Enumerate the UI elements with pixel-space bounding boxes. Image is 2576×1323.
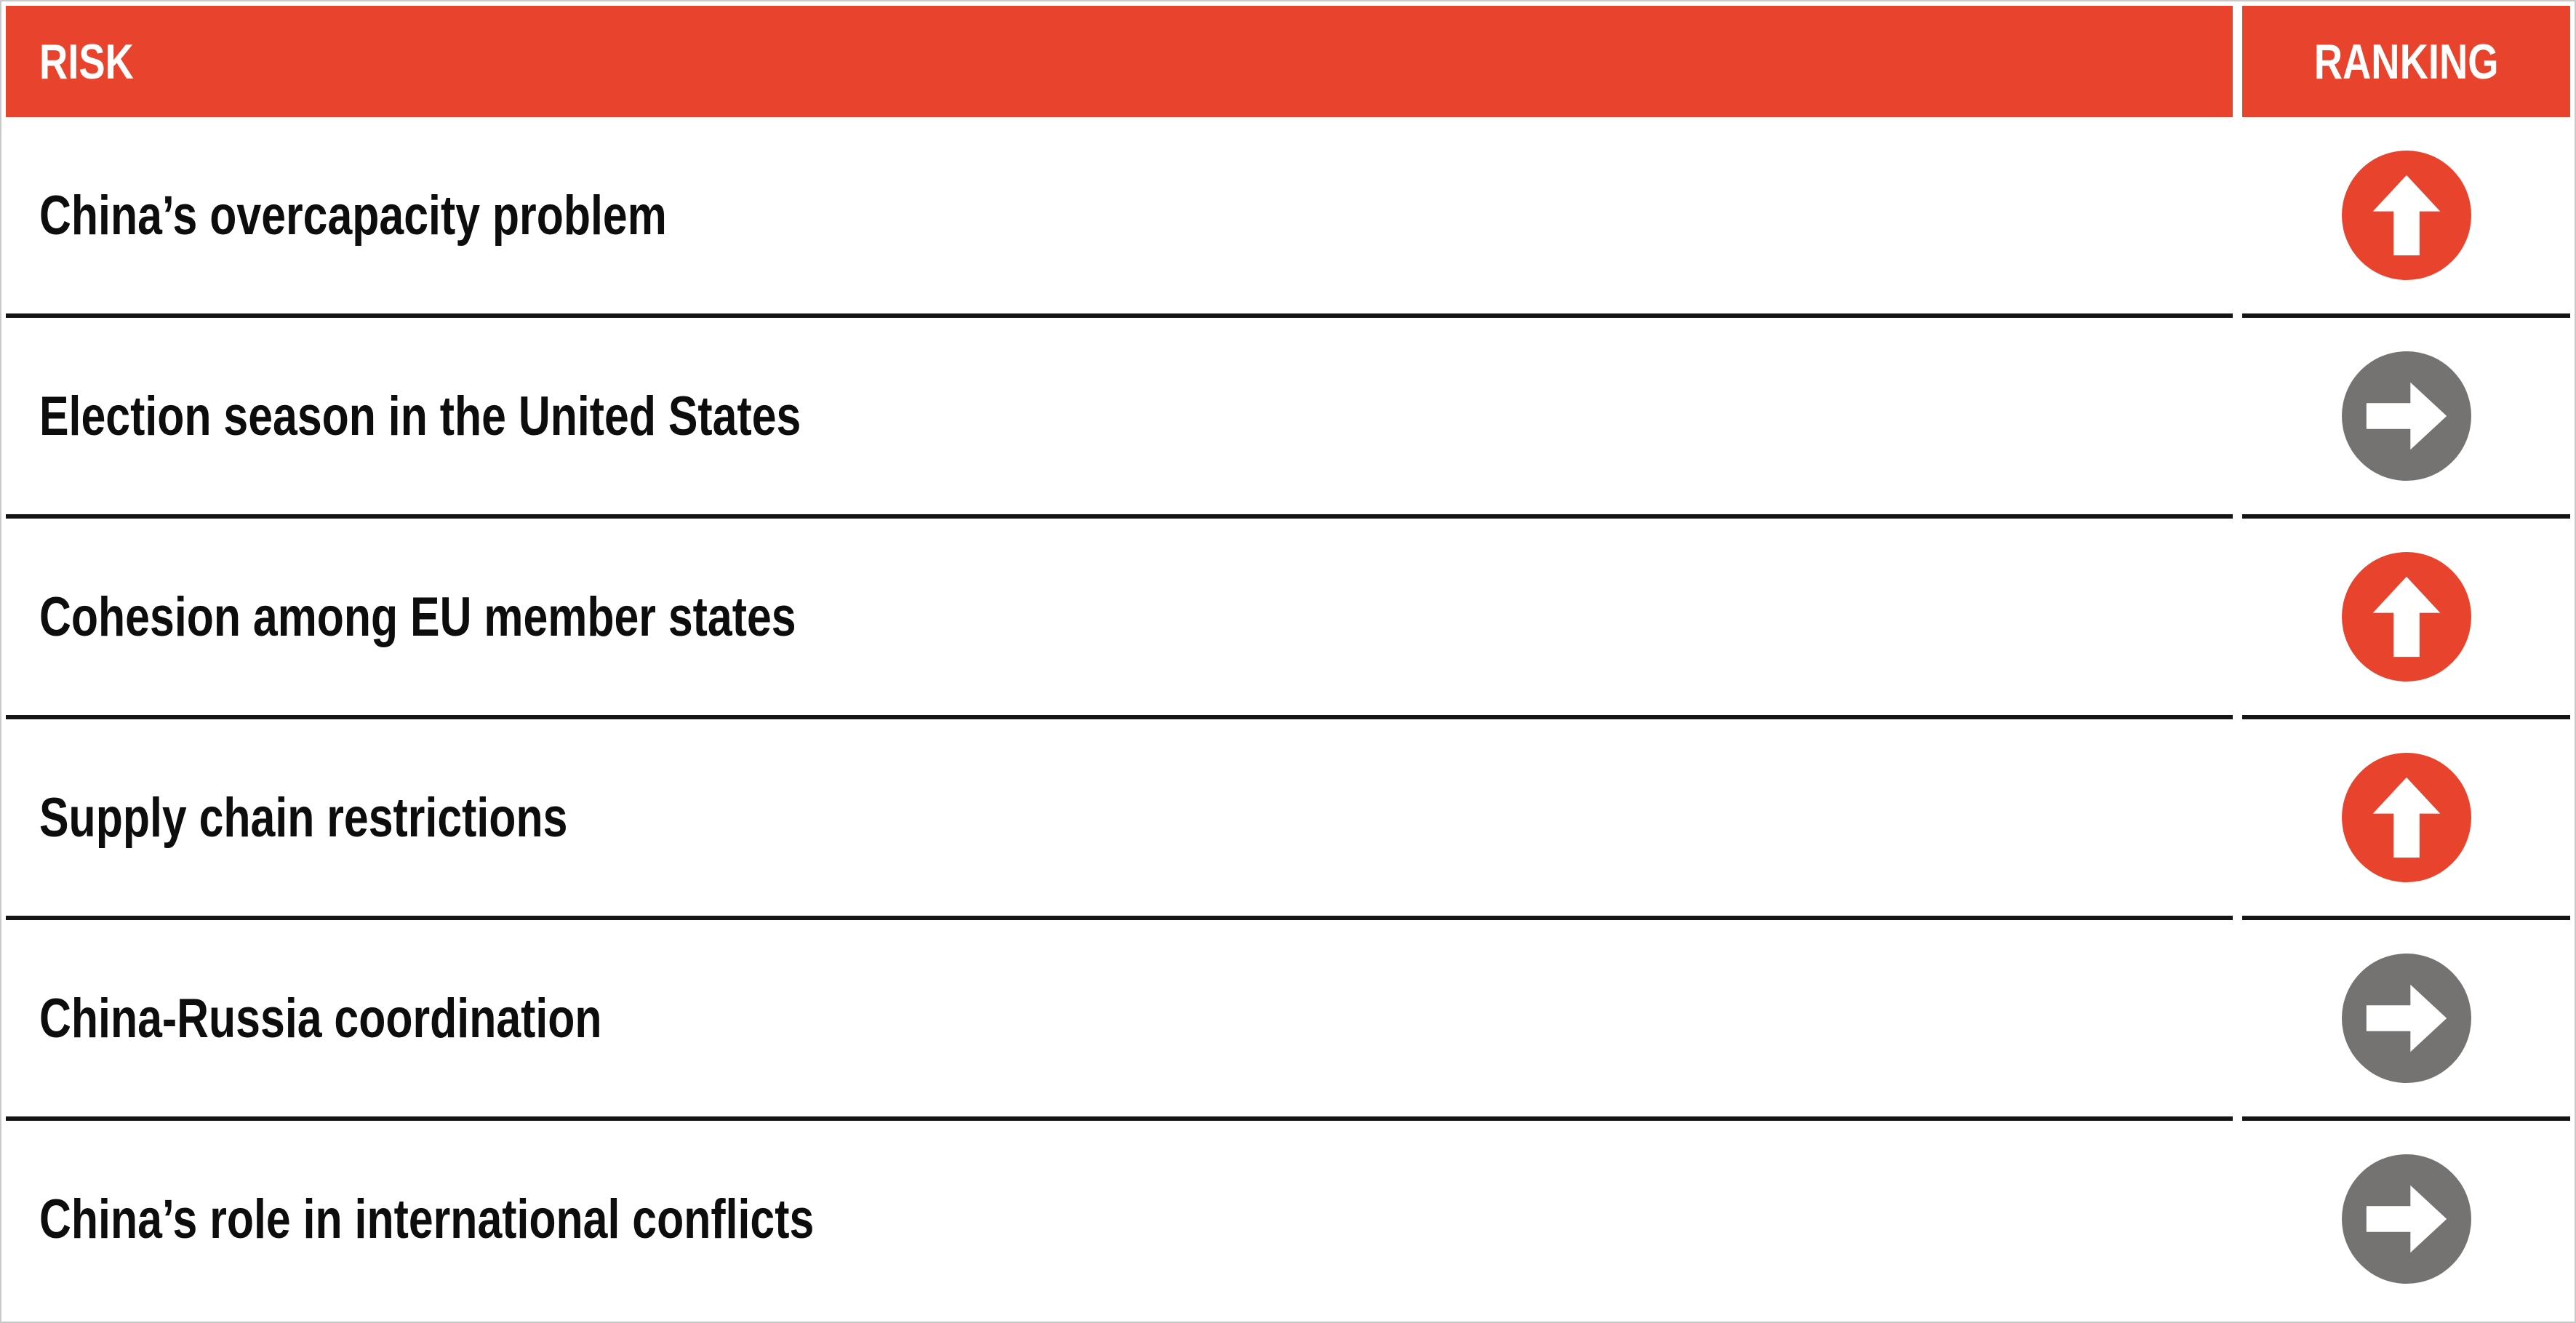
column-gap — [2233, 519, 2242, 715]
column-header-risk-label: RISK — [39, 33, 134, 89]
table-header — [6, 6, 2570, 117]
risk-label: Cohesion among EU member states — [39, 585, 796, 648]
risk-cell — [6, 117, 2233, 313]
risk-label: China-Russia coordination — [39, 987, 602, 1050]
table-row — [6, 719, 2570, 916]
risk-label: Election season in the United States — [39, 385, 801, 447]
ranking-cell — [2242, 318, 2570, 514]
column-header-risk — [6, 6, 2233, 117]
up-arrow-icon — [2342, 753, 2471, 882]
up-arrow-icon — [2342, 151, 2471, 280]
column-gap — [2233, 920, 2242, 1116]
right-arrow-icon — [2342, 1154, 2471, 1284]
column-header-ranking-label: RANKING — [2313, 33, 2499, 89]
ranking-cell — [2242, 1121, 2570, 1317]
right-arrow-icon — [2342, 954, 2471, 1083]
ranking-cell — [2242, 719, 2570, 916]
column-header-ranking — [2242, 6, 2570, 117]
ranking-cell — [2242, 519, 2570, 715]
risk-label: China’s overcapacity problem — [39, 184, 667, 247]
risk-cell — [6, 920, 2233, 1116]
column-gap — [2233, 117, 2242, 313]
risk-label: Supply chain restrictions — [39, 786, 568, 849]
table-row — [6, 519, 2570, 715]
risk-cell — [6, 719, 2233, 916]
right-arrow-icon — [2342, 351, 2471, 481]
column-gap — [2233, 318, 2242, 514]
table-row — [6, 318, 2570, 514]
table-row — [6, 1121, 2570, 1317]
table-row — [6, 117, 2570, 313]
column-gap — [2233, 6, 2242, 117]
ranking-cell — [2242, 117, 2570, 313]
column-gap — [2233, 1121, 2242, 1317]
risk-cell — [6, 1121, 2233, 1317]
risk-cell — [6, 318, 2233, 514]
column-gap — [2233, 719, 2242, 916]
table-row — [6, 920, 2570, 1116]
table-body — [6, 117, 2570, 1317]
risk-label: China’s role in international conflicts — [39, 1188, 815, 1250]
up-arrow-icon — [2342, 552, 2471, 682]
risk-cell — [6, 519, 2233, 715]
ranking-cell — [2242, 920, 2570, 1116]
